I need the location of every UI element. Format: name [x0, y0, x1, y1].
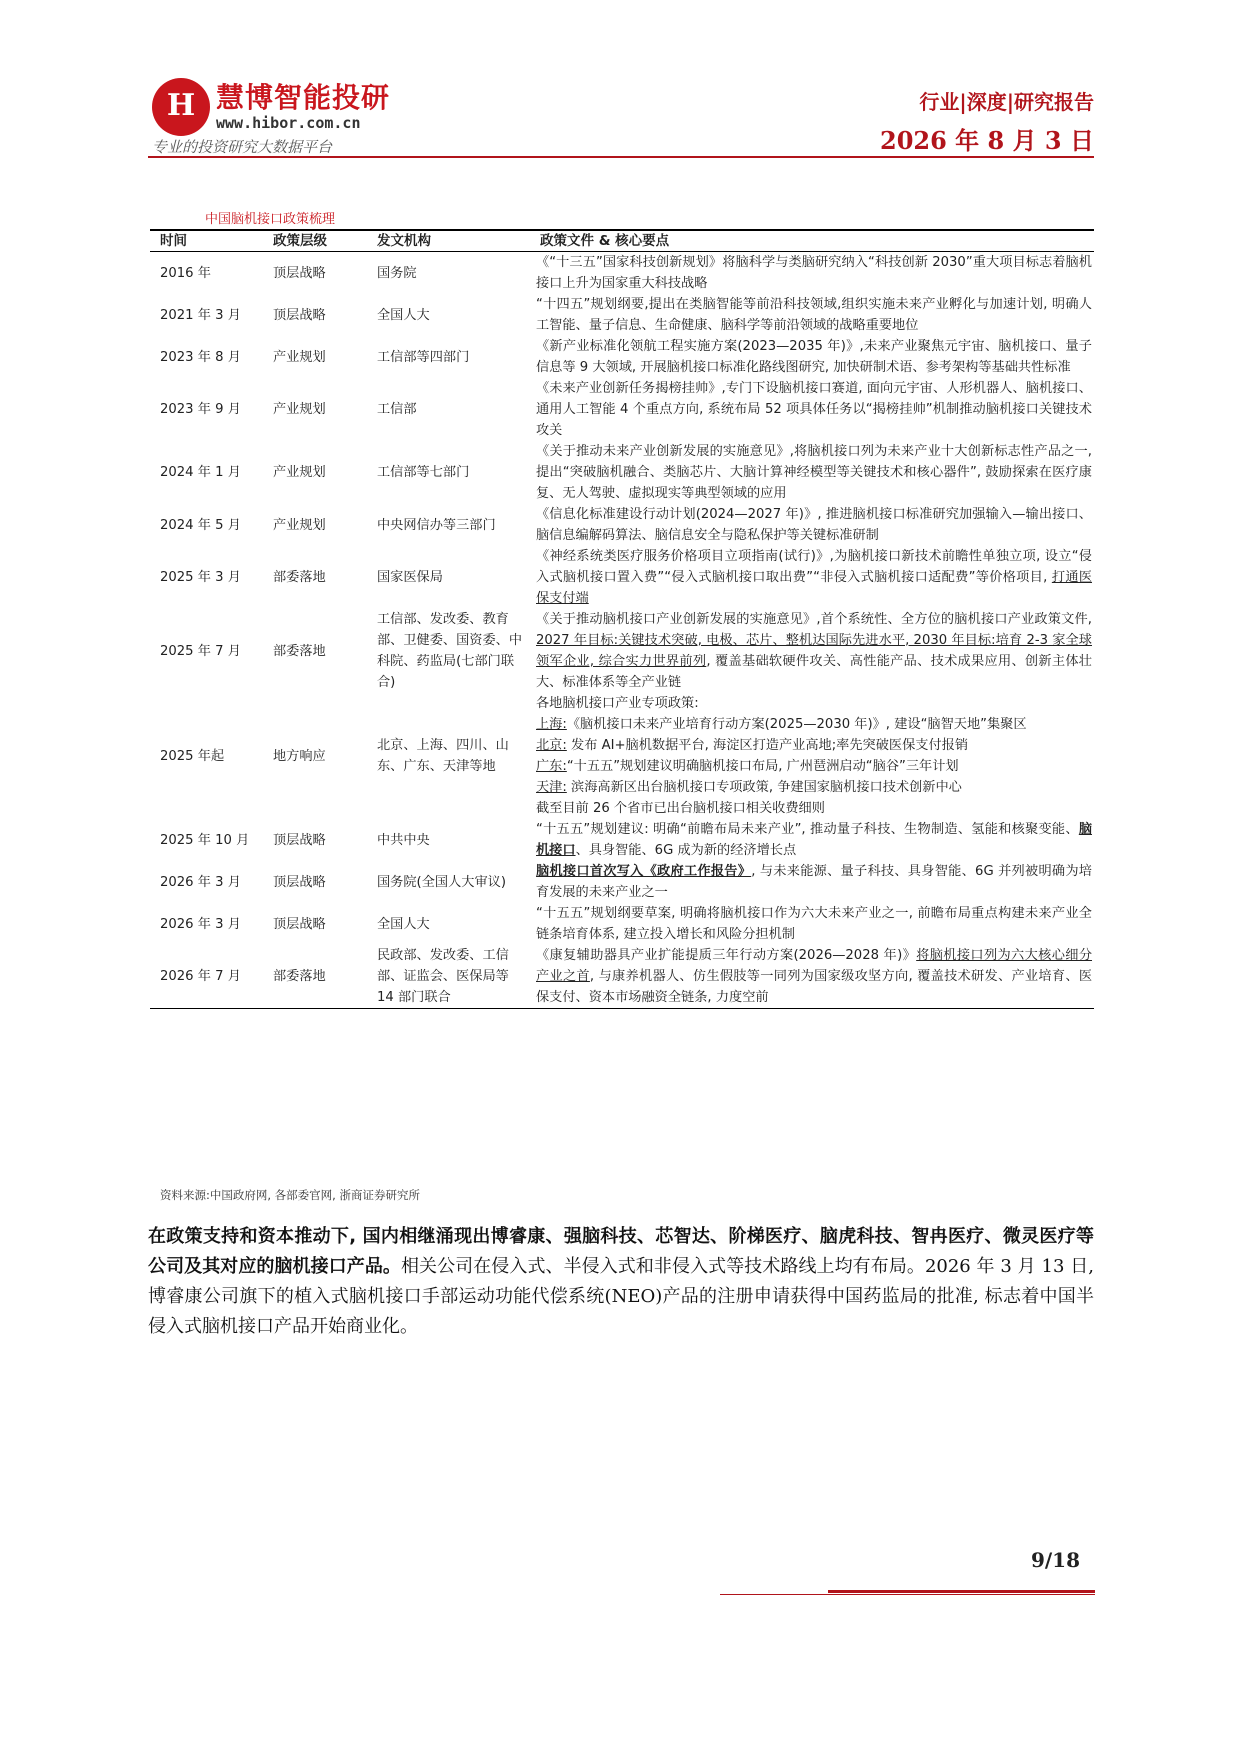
logo-url[interactable]: www.hibor.com.cn: [216, 114, 361, 132]
table-row: [150, 861, 1094, 903]
row-content: [530, 819, 1094, 861]
row-time: 2026 年 7 月: [150, 945, 263, 1009]
row-time: 2023 年 9 月: [160, 402, 241, 417]
content-segment: 《脑机接口未来产业培育行动方案(2025—2030 年)》, 建设“脑智天地”集聚区: [566, 717, 1027, 732]
content-segment: “十五五”规划建议明确脑机接口布局, 广州琶洲启动“脑谷”三年计划: [566, 759, 959, 774]
content-segment: 将脑机接口列为六大核心细分产业之首: [536, 948, 1093, 984]
content-segment: 脑机接口首次写入《政府工作报告》: [536, 864, 752, 879]
table-row: [150, 441, 1094, 504]
row-content: [530, 252, 1094, 295]
row-time: 2023 年 8 月: [160, 349, 241, 365]
content-segment: 脑机接口: [536, 822, 1092, 858]
content-segment: 《关于推动未来产业创新发展的实施意见》,将脑机接口列为未来产业十大创新标志性产品之一,提出“突破脑机融合、类脑芯片、大脑计算神经模型等关键技术和核心器件”, 鼓励探索在医疗康复、无人驾驶、虚拟现实等典型领域的应用: [536, 444, 1092, 501]
row-level: 部委落地: [273, 570, 326, 585]
paragraph-body: 相关公司在侵入式、半侵入式和非侵入式等技术路线上均有布局。2026 年 3 月 13 日, 博睿康公司旗下的植入式脑机接口手部运动功能代偿系统(NEO)产品的注册申请获得中国药监局的批准, 标志着中国半侵入式脑机接口产品开始商业化。: [148, 1256, 1094, 1337]
table-row: [150, 693, 1094, 819]
content-segment: 发布 AI+脑机数据平台, 海淀区打造产业高地;率先突破医保支付报销: [566, 738, 969, 753]
content-segment: “十四五”规划纲要,提出在类脑智能等前沿科技领域,组织实施未来产业孵化与加速计划, 明确人工智能、量子信息、生命健康、脑科学等前沿领域的战略重要地位: [536, 297, 1092, 333]
row-time: 2025 年起: [160, 748, 225, 764]
row-org: 民政部、发改委、工信部、证监会、医保局等 14 部门联合: [367, 945, 530, 1009]
table-row: [150, 378, 1094, 441]
content-segment: 《关于推动脑机接口产业创新发展的实施意见》,首个系统性、全方位的脑机接口产业政策文件,: [536, 612, 1092, 627]
content-segment: 北京:: [536, 738, 567, 753]
row-level: 部委落地: [263, 945, 367, 1009]
table-source: 资料来源:中国政府网, 各部委官网, 浙商证券研究所: [160, 1188, 420, 1202]
content-segment: 《信息化标准建设行动计划(2024—2027 年)》, 推进脑机接口标准研究加强输入—输出接口、脑信息编解码算法、脑信息安全与隐私保护等关键标准研制: [536, 507, 1092, 543]
row-org: 中共中央: [377, 832, 430, 848]
row-level: 产业规划: [273, 517, 326, 533]
content-segment: 《未来产业创新任务揭榜挂帅》,专门下设脑机接口赛道, 面向元宇宙、人形机器人、脑机接口、通用人工智能 4 个重点方向, 系统布局 52 项具体任务以“揭榜挂帅”机制推动脑机接口关键技术攻关: [536, 381, 1092, 438]
report-date: 2026 年 8 月 3 日: [880, 126, 1094, 155]
content-segment: 《新产业标准化领航工程实施方案(2023—2035 年)》,未来产业聚焦元宇宙、脑机接口、量子信息等 9 大领域, 开展脑机接口标准化路线图研究, 加快研制术语、参考架构等基础共性标准: [536, 339, 1092, 375]
table-row: [150, 903, 1094, 945]
hibor-logo-icon: H: [152, 78, 210, 136]
row-content: [530, 441, 1094, 504]
row-org: 全国人大: [377, 916, 430, 932]
content-segment: , 与未来能源、量子科技、具身智能、6G 并列被明确为培育发展的未来产业之一: [536, 864, 1092, 900]
row-org: 工信部等四部门: [377, 349, 470, 365]
row-level: 顶层战略: [273, 874, 326, 890]
row-content: [530, 861, 1094, 903]
row-org: 全国人大: [377, 307, 430, 323]
content-segment: 《康复辅助器具产业扩能提质三年行动方案(2026—2028 年)》: [536, 948, 917, 963]
row-content: [530, 609, 1094, 693]
content-segment: 各地脑机接口产业专项政策:: [536, 696, 699, 711]
page-number: 9/18: [1030, 1548, 1080, 1572]
content-segment: 2027 年目标:关键技术突破, 电极、芯片、整机达国际先进水平, 2030 年目标:培育 2-3 家全球领军企业, 综合实力世界前列: [536, 633, 1092, 669]
content-segment: 、具身智能、6G 成为新的经济增长点: [575, 843, 797, 858]
content-segment: 打通医保支付端: [536, 570, 1093, 606]
row-level: 地方响应: [273, 748, 326, 764]
content-segment: 《“十三五”国家科技创新规划》将脑科学与类脑研究纳入“科技创新 2030”重大项目标志着脑机接口上升为国家重大科技战略: [536, 255, 1092, 291]
table-row: [150, 945, 1094, 1009]
body-paragraph: [148, 1222, 1094, 1342]
content-segment: 天津:: [536, 780, 567, 795]
content-segment: 上海:: [536, 717, 567, 732]
table-row: [150, 546, 1094, 609]
row-time: 2026 年 3 月: [160, 874, 241, 890]
row-content: [530, 336, 1094, 378]
row-time: 2016 年: [160, 265, 211, 281]
column-header: 政策层级: [263, 230, 367, 252]
row-org: 工信部、发改委、教育部、卫健委、国资委、中科院、药监局(七部门联合): [377, 612, 523, 690]
paragraph-lead: 在政策支持和资本推动下, 国内相继涌现出博睿康、强脑科技、芯智达、阶梯医疗、脑虎科技、智冉医疗、微灵医疗等公司及其对应的脑机接口产品。: [148, 1226, 1094, 1277]
row-org: 北京、上海、四川、山东、广东、天津等地: [377, 738, 509, 774]
logo-name: 慧博智能投研: [216, 81, 391, 114]
header-divider: [148, 156, 1094, 158]
row-level: 顶层战略: [273, 307, 326, 323]
row-time: 2025 年 7 月: [160, 643, 241, 659]
row-content: [530, 693, 1094, 819]
row-content: [530, 378, 1094, 441]
report-type: 行业|深度|研究报告: [919, 90, 1094, 114]
row-org: 国务院(全国人大审议): [377, 874, 506, 890]
table-row: [150, 294, 1094, 336]
row-time: 2024 年 5 月: [160, 517, 241, 533]
logo-slogan: 专业的投资研究大数据平台: [152, 138, 333, 156]
table-row: [150, 609, 1094, 693]
column-header: 时间: [150, 230, 263, 252]
row-level: 产业规划: [273, 465, 326, 480]
content-segment: 滨海高新区出台脑机接口专项政策, 争建国家脑机接口技术创新中心: [566, 780, 962, 795]
content-segment: “十五五”规划纲要草案, 明确将脑机接口作为六大未来产业之一, 前瞻布局重点构建未来产业全链条培育体系, 建立投入增长和风险分担机制: [536, 906, 1092, 942]
content-segment: 截至目前 26 个省市已出台脑机接口相关收费细则: [536, 801, 825, 816]
content-segment: 《神经系统类医疗服务价格项目立项指南(试行)》,为脑机接口新技术前瞻性单独立项, 设立“侵入式脑机接口置入费”“侵入式脑机接口取出费”“非侵入式脑机接口适配费”等价格项目,: [536, 549, 1092, 585]
row-content: [530, 294, 1094, 336]
content-segment: , 覆盖基础软硬件攻关、高性能产品、技术成果应用、创新主体壮大、标准体系等全产业链: [536, 654, 1092, 690]
row-level: 产业规划: [273, 349, 326, 365]
row-time: 2026 年 3 月: [160, 916, 241, 932]
row-time: 2024 年 1 月: [160, 465, 241, 480]
row-org: 国务院: [377, 265, 417, 281]
table-row: [150, 504, 1094, 546]
row-org: 工信部等七部门: [377, 465, 470, 480]
row-level: 顶层战略: [273, 265, 326, 281]
table-row: [150, 336, 1094, 378]
row-org: 中央网信办等三部门: [377, 517, 496, 533]
row-time: 2025 年 3 月: [160, 570, 241, 585]
column-header: 发文机构: [367, 230, 530, 252]
row-content: [530, 546, 1094, 609]
row-level: 顶层战略: [273, 832, 326, 848]
content-segment: , 与康养机器人、仿生假肢等一同列为国家级攻坚方向, 覆盖技术研发、产业培育、医保支付、资本市场融资全链条, 力度空前: [536, 969, 1093, 1005]
page-header: [148, 72, 1094, 156]
table-title: 中国脑机接口政策梳理: [205, 212, 336, 227]
column-header: 政策文件 & 核心要点: [530, 230, 1094, 252]
row-org: 工信部: [377, 402, 417, 417]
table-row: [150, 252, 1094, 295]
row-content: [530, 504, 1094, 546]
policy-table: [150, 229, 1094, 1009]
table-header-row: [150, 230, 1094, 252]
row-org: 国家医保局: [377, 570, 443, 585]
row-level: 产业规划: [273, 402, 326, 417]
row-time: 2021 年 3 月: [160, 307, 241, 323]
row-content: [530, 945, 1094, 1009]
content-segment: 广东:: [536, 759, 567, 774]
table-row: [150, 819, 1094, 861]
row-time: 2025 年 10 月: [160, 832, 250, 848]
footer-divider: [720, 1594, 1095, 1595]
header-right: [880, 86, 1094, 156]
row-level: 部委落地: [273, 643, 326, 659]
row-content: [530, 903, 1094, 945]
content-segment: “十五五”规划建议: 明确“前瞻布局未来产业”, 推动量子科技、生物制造、氢能和核聚变能、: [536, 822, 1079, 837]
row-level: 顶层战略: [273, 916, 326, 932]
footer-divider-accent: [828, 1590, 1095, 1593]
